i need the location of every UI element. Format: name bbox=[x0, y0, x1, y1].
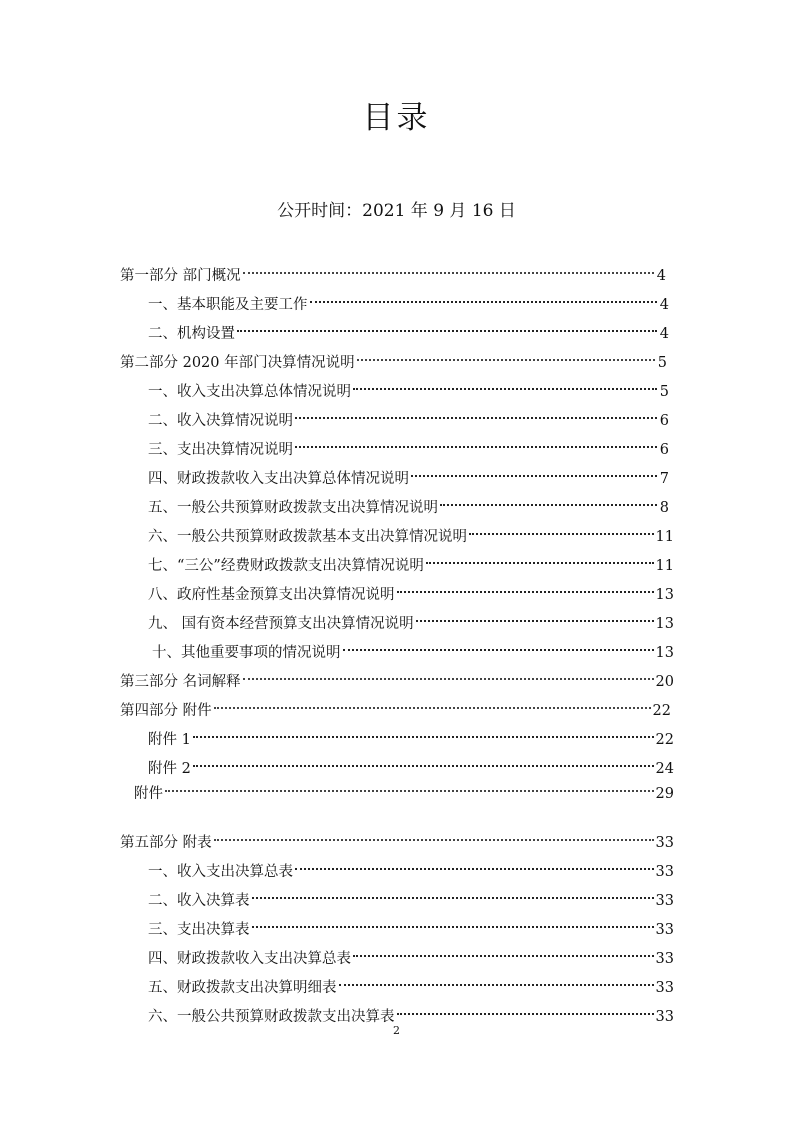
toc-entry-page: 29 bbox=[655, 786, 674, 802]
toc-leader-dots bbox=[343, 633, 654, 657]
toc-entry-label: 二、收入决算表 bbox=[148, 893, 250, 909]
toc-entry[interactable] bbox=[148, 997, 674, 1025]
toc-entry[interactable] bbox=[148, 749, 674, 777]
toc-entry[interactable] bbox=[120, 343, 667, 371]
toc-entry-page: 33 bbox=[655, 864, 674, 880]
publish-date: 公开时间：2021 年 9 月 16 日 bbox=[277, 201, 516, 221]
toc-entry-label: 一、基本职能及主要工作 bbox=[148, 297, 308, 313]
toc-entry-page: 24 bbox=[655, 761, 674, 777]
toc-entry-page: 6 bbox=[659, 413, 669, 429]
toc-leader-dots bbox=[469, 517, 654, 541]
toc-entry-page: 33 bbox=[655, 1009, 674, 1025]
toc-entry-label: 六、一般公共预算财政拨款支出决算表 bbox=[148, 1009, 395, 1025]
toc-leader-dots bbox=[310, 285, 658, 309]
toc-entry-page: 11 bbox=[655, 558, 674, 574]
toc-entry-page: 33 bbox=[655, 835, 674, 851]
toc-entry-label: 七、“三公”经费财政拨款支出决算情况说明 bbox=[148, 558, 424, 574]
toc-entry-page: 5 bbox=[659, 384, 669, 400]
toc-leader-dots bbox=[193, 749, 654, 773]
toc-leader-dots bbox=[237, 314, 657, 338]
toc-entry-page: 13 bbox=[655, 645, 674, 661]
toc-entry-page: 20 bbox=[655, 674, 674, 690]
toc-entry-label: 五、财政拨款支出决算明细表 bbox=[148, 980, 337, 996]
toc-leader-dots bbox=[165, 774, 654, 798]
toc-entry-label: 三、支出决算情况说明 bbox=[148, 442, 293, 458]
toc-entry-page: 6 bbox=[659, 442, 669, 458]
toc-entry[interactable] bbox=[148, 285, 669, 313]
toc-entry-label: 八、政府性基金预算支出决算情况说明 bbox=[148, 587, 395, 603]
toc-entry-label: 附件 1 bbox=[148, 732, 191, 748]
toc-entry[interactable] bbox=[148, 604, 674, 632]
toc-leader-dots bbox=[357, 343, 655, 367]
toc-entry[interactable] bbox=[148, 575, 674, 603]
toc-entry[interactable] bbox=[148, 488, 669, 516]
toc-entry-page: 22 bbox=[655, 732, 674, 748]
toc-entry-page: 8 bbox=[659, 500, 669, 516]
toc-entry[interactable] bbox=[148, 881, 674, 909]
toc-leader-dots bbox=[440, 488, 657, 512]
toc-entry-page: 11 bbox=[655, 529, 674, 545]
toc-entry[interactable] bbox=[148, 910, 674, 938]
page-number: 2 bbox=[393, 1024, 400, 1037]
toc-leader-dots bbox=[397, 575, 654, 599]
toc-entry-label: 二、机构设置 bbox=[148, 326, 235, 342]
toc-entry-label: 四、财政拨款收入支出决算总表 bbox=[148, 951, 351, 967]
toc-leader-dots bbox=[339, 968, 654, 992]
toc-entry[interactable] bbox=[148, 517, 674, 545]
toc-entry-page: 7 bbox=[659, 471, 669, 487]
toc-leader-dots bbox=[252, 881, 654, 905]
toc-entry[interactable] bbox=[120, 823, 674, 851]
toc-entry-page: 4 bbox=[659, 326, 669, 342]
toc-entry-page: 4 bbox=[656, 268, 666, 284]
toc-entry[interactable] bbox=[148, 430, 669, 458]
toc-entry[interactable] bbox=[120, 691, 671, 719]
toc-entry[interactable] bbox=[134, 774, 674, 802]
toc-leader-dots bbox=[252, 910, 654, 934]
toc-leader-dots bbox=[295, 401, 657, 425]
toc-entry-page: 33 bbox=[655, 893, 674, 909]
toc-entry[interactable] bbox=[148, 401, 669, 429]
toc-entry-label: 三、支出决算表 bbox=[148, 922, 250, 938]
toc-leader-dots bbox=[193, 720, 654, 744]
toc-entry-label: 六、一般公共预算财政拨款基本支出决算情况说明 bbox=[148, 529, 467, 545]
toc-entry-label: 第二部分 2020 年部门决算情况说明 bbox=[120, 355, 355, 371]
toc-entry-page: 33 bbox=[655, 980, 674, 996]
toc-leader-dots bbox=[353, 939, 654, 963]
toc-entry[interactable] bbox=[148, 372, 669, 400]
toc-entry-page: 22 bbox=[652, 703, 671, 719]
toc-entry-page: 33 bbox=[655, 922, 674, 938]
toc-entry-label: 五、一般公共预算财政拨款支出决算情况说明 bbox=[148, 500, 438, 516]
toc-entry-label: 附件 2 bbox=[148, 761, 191, 777]
toc-entry[interactable] bbox=[148, 314, 669, 342]
toc-entry-page: 5 bbox=[657, 355, 667, 371]
toc-entry-page: 13 bbox=[655, 587, 674, 603]
toc-entry[interactable] bbox=[148, 459, 669, 487]
toc-leader-dots bbox=[214, 691, 651, 715]
toc-entry[interactable] bbox=[148, 852, 674, 880]
toc-entry[interactable] bbox=[148, 939, 674, 967]
toc-entry[interactable] bbox=[148, 968, 674, 996]
toc-leader-dots bbox=[243, 662, 654, 686]
toc-entry-label: 第三部分 名词解释 bbox=[120, 674, 241, 690]
toc-entry-label: 第四部分 附件 bbox=[120, 703, 212, 719]
toc-leader-dots bbox=[295, 852, 654, 876]
toc-entry-label: 第五部分 附表 bbox=[120, 835, 212, 851]
toc-entry-label: 九、 国有资本经营预算支出决算情况说明 bbox=[148, 616, 414, 632]
toc-leader-dots bbox=[397, 997, 654, 1021]
toc-leader-dots bbox=[243, 256, 654, 280]
toc-entry-label: 一、收入支出决算总体情况说明 bbox=[148, 384, 351, 400]
toc-entry-label: 十、其他重要事项的情况说明 bbox=[152, 645, 341, 661]
toc-leader-dots bbox=[295, 430, 657, 454]
toc-entry-page: 13 bbox=[655, 616, 674, 632]
toc-entry[interactable] bbox=[152, 633, 674, 661]
toc-entry-label: 第一部分 部门概况 bbox=[120, 268, 241, 284]
toc-leader-dots bbox=[411, 459, 657, 483]
toc-leader-dots bbox=[214, 823, 654, 847]
toc-leader-dots bbox=[426, 546, 654, 570]
toc-entry[interactable] bbox=[148, 546, 674, 574]
toc-entry-page: 33 bbox=[655, 951, 674, 967]
toc-entry-page: 4 bbox=[659, 297, 669, 313]
toc-entry-label: 二、收入决算情况说明 bbox=[148, 413, 293, 429]
toc-leader-dots bbox=[416, 604, 654, 628]
toc-entry-label: 四、财政拨款收入支出决算总体情况说明 bbox=[148, 471, 409, 487]
toc-entry[interactable] bbox=[120, 662, 674, 690]
toc-leader-dots bbox=[353, 372, 657, 396]
toc-entry[interactable] bbox=[120, 256, 666, 284]
toc-entry-label: 附件 bbox=[134, 786, 163, 802]
toc-entry[interactable] bbox=[148, 720, 674, 748]
page-title: 目录 bbox=[362, 100, 431, 136]
toc-entry-label: 一、收入支出决算总表 bbox=[148, 864, 293, 880]
